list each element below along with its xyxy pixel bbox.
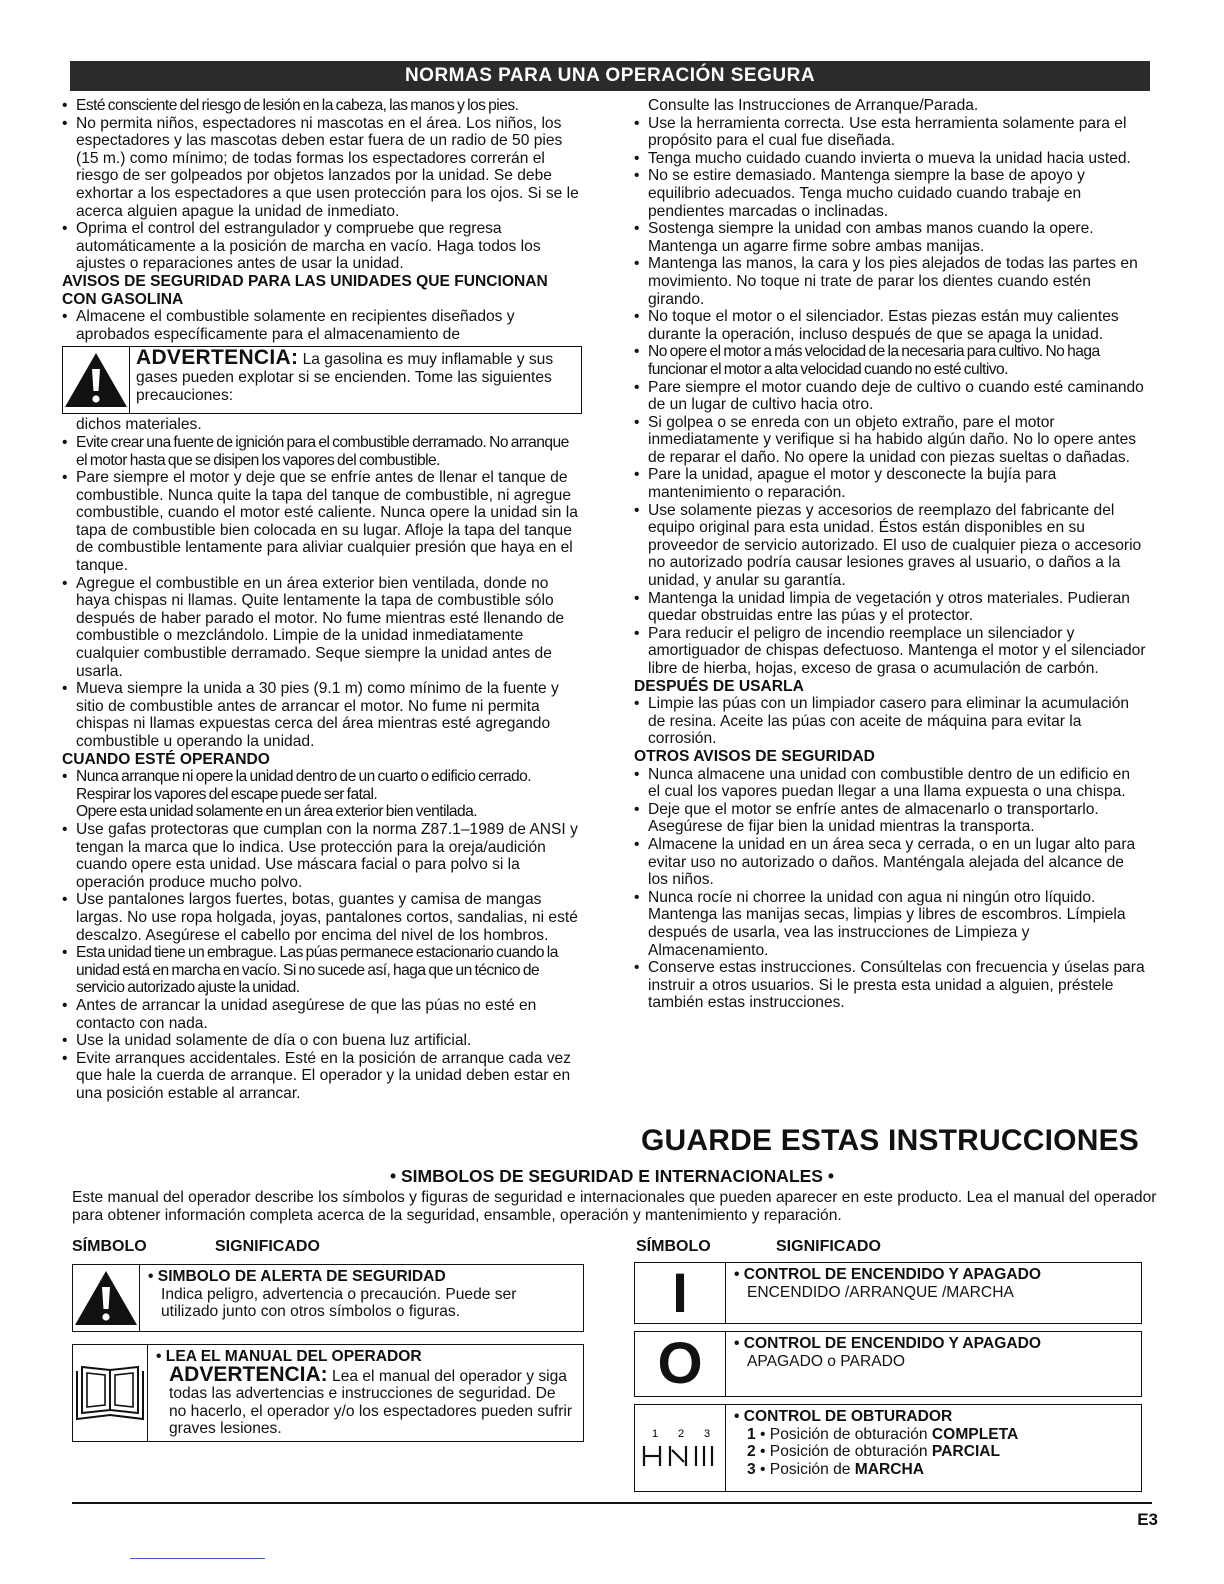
left-column xyxy=(62,97,582,1102)
choke-positions-icon xyxy=(638,1426,722,1470)
choke-lines xyxy=(734,1426,1018,1479)
section-heading-operando: CUANDO ESTÉ OPERANDO xyxy=(62,750,270,768)
section-heading-gasolina: AVISOS DE SEGURIDAD PARA LAS UNIDADES QUE FUNCIONAN CON GASOLINA xyxy=(62,272,548,308)
choke-position-line xyxy=(747,1426,1018,1444)
list-item: • Sostenga siempre la unidad con ambas manos cuando la opere. Mantenga un agarre firme sobre ambas manijas. xyxy=(634,220,1146,255)
list-item: • Agregue el combustible en un área exterior bien ventilada, donde no haya chispas ni llamas. Quite lentamente la tapa de combustible sólo después de haber parado el motor. No fume mientras esté llenando de combustible o mezclándolo. Limpie de la unidad inmediatamente cualquier combustible derramado. Seque siempre la unidad antes de usarla. xyxy=(62,575,582,681)
right-column xyxy=(634,97,1146,1012)
symbol-title: • LEA EL MANUAL DEL OPERADOR xyxy=(156,1348,422,1365)
column-header-symbol: SÍMBOLO xyxy=(72,1238,147,1255)
off-symbol-icon: O xyxy=(657,1331,703,1396)
link-underline xyxy=(130,1558,265,1559)
on-symbol-icon: I xyxy=(672,1261,688,1324)
list-item: • Oprima el control del estrangulador y compruebe que regresa automáticamente a la posición de marcha en vacío. Haga todos los ajustes o reparaciones antes de usar la unidad. xyxy=(62,220,582,273)
list-item: • No permita niños, espectadores ni mascotas en el área. Los niños, los espectadores y las mascotas deben estar fuera de un radio de 50 pies (15 m.) como mínimo; de todas formas los espectadores correrán el riesgo de ser golpeados por objetos lanzados por la unidad. Se debe exhortar a los espectadores a que usen protección para los ojos. Si se le acerca alguien apague la unidad de inmediato. xyxy=(62,115,582,221)
list-item-continuation: Consulte las Instrucciones de Arranque/Parada. xyxy=(648,97,979,114)
list-item: • Mantenga las manos, la cara y los pies alejados de todas las partes en movimiento. No toque ni trate de parar los dientes cuando estén girando. xyxy=(634,255,1146,308)
list-item: • Mueva siempre la unida a 30 pies (9.1 m) como mínimo de la fuente y sitio de combustible antes de arrancar el motor. No fume ni permita chispas ni llamas expuestas cerca del área mientras esté agregando combustible u operando la unidad. xyxy=(62,680,582,750)
meaning-cell xyxy=(140,1265,583,1331)
list-item: • Nunca almacene una unidad con combustible dentro de un edificio en el cual los vapores puedan llegar a una llama expuesta o una chispa. xyxy=(634,766,1146,801)
symbol-cell xyxy=(73,1265,140,1331)
list-item: • Use solamente piezas y accesorios de reemplazo del fabricante del equipo original para esta unidad. Éstos están disponibles en su proveedor de servicio autorizado. El uso de cualquier pieza o accesorio no autorizado podría causar lesiones graves al usuario, o daños a la unidad, y anular su garantía. xyxy=(634,502,1146,590)
choke-position-label: MARCHA xyxy=(854,1460,925,1478)
section-heading-otros: OTROS AVISOS DE SEGURIDAD xyxy=(634,747,875,765)
warning-triangle-icon xyxy=(63,351,129,409)
list-item: • Pare la unidad, apague el motor y desconecte la bujía para mantenimiento o reparación. xyxy=(634,466,1146,501)
list-item: • Deje que el motor se enfríe antes de almacenarlo o transportarlo. Asegúrese de fijar bien la unidad mientras la transporta. xyxy=(634,801,1146,836)
list-item: • Antes de arrancar la unidad asegúrese de que las púas no esté en contacto con nada. xyxy=(62,997,582,1032)
list-item: • Pare siempre el motor cuando deje de cultivo o cuando esté caminando de un lugar de cultivo hacia otro. xyxy=(634,379,1146,414)
choke-position-line xyxy=(747,1461,1018,1479)
list-item: • Para reducir el peligro de incendio reemplace un silenciador y amortiguador de chispas defectuoso. Mantenga el motor y el silenciador libre de hierba, hojas, exceso de grasa o acumulación de carbón. xyxy=(634,625,1146,678)
symbol-description xyxy=(156,1362,575,1438)
symbol-description: APAGADO o PARADO xyxy=(747,1352,906,1370)
choke-position-line xyxy=(747,1443,1018,1461)
list-item: • Evite crear una fuente de ignición para el combustible derramado. No arranque el motor hasta que se disipen los vapores del combustible. xyxy=(62,434,582,469)
warning-body: La gasolina es muy inflamable y sus gases pueden explotar si se encienden. Tome las siguientes precauciones: xyxy=(136,351,554,404)
symbol-description: Indica peligro, advertencia o precaución. Puede ser utilizado junto con otros símbolos o figuras. xyxy=(161,1285,517,1320)
warning-title: ADVERTENCIA: xyxy=(169,1362,328,1386)
choke-position-text: • Posición de xyxy=(755,1460,855,1478)
symbol-title: • CONTROL DE ENCENDIDO Y APAGADO xyxy=(734,1266,1041,1283)
choke-position-label: PARCIAL xyxy=(931,1443,1001,1460)
symbol-title: • SIMBOLO DE ALERTA DE SEGURIDAD xyxy=(148,1268,446,1285)
warning-box xyxy=(62,346,582,414)
save-instructions-heading: GUARDE ESTAS INSTRUCCIONES xyxy=(640,1124,1140,1157)
book-icon xyxy=(73,1363,147,1423)
list-item: • Conserve estas instrucciones. Consúltelas con frecuencia y úselas para instruir a otros usuarios. Si le presta esta unidad a alguien, préstele también estas instrucciones. xyxy=(634,959,1146,1012)
choke-number-1: 1 xyxy=(652,1428,659,1440)
symbol-row-on xyxy=(634,1262,1142,1324)
section-heading-despues: DESPUÉS DE USARLA xyxy=(634,677,804,695)
list-item: • Use la unidad solamente de día o con buena luz artificial. xyxy=(62,1032,582,1050)
list-item: • Use la herramienta correcta. Use esta herramienta solamente para el propósito para el cual fue diseñada. xyxy=(634,115,1146,150)
column-header-meaning: SIGNIFICADO xyxy=(215,1238,320,1255)
warning-triangle-icon xyxy=(73,1269,139,1327)
warning-icon-cell xyxy=(63,347,130,413)
list-item: • Mantenga la unidad limpia de vegetación y otros materiales. Pudieran quedar obstruidas entre las púas y el protector. xyxy=(634,590,1146,625)
symbol-cell xyxy=(635,1263,726,1323)
column-header-meaning: SIGNIFICADO xyxy=(776,1238,881,1255)
symbol-row-manual xyxy=(72,1344,584,1442)
symbols-intro: Este manual del operador describe los símbolos y figuras de seguridad e internacionales que pueden aparecer en este producto. Lea el manual del operador para obtener información completa acerca de la seguridad, ensamble, operación y mantenimiento y reparación. xyxy=(72,1189,1157,1224)
meaning-cell xyxy=(726,1332,1049,1396)
footer-rule xyxy=(72,1502,1152,1504)
symbol-row-off xyxy=(634,1331,1142,1397)
symbol-cell xyxy=(635,1405,726,1491)
list-item: • Tenga mucho cuidado cuando invierta o mueva la unidad hacia usted. xyxy=(634,150,1146,168)
page-number: E3 xyxy=(1137,1510,1158,1529)
column-header-symbol: SÍMBOLO xyxy=(636,1238,711,1255)
symbol-title: • CONTROL DE OBTURADOR xyxy=(734,1408,953,1425)
warning-title: ADVERTENCIA: xyxy=(136,346,299,370)
choke-number-2: 2 xyxy=(678,1428,685,1440)
list-item: • Nunca arranque ni opere la unidad dentro de un cuarto o edificio cerrado. Respirar los vapores del escape puede ser fatal. xyxy=(62,768,582,803)
list-item: • No toque el motor o el silenciador. Estas piezas están muy calientes durante la operación, incluso después de que se apaga la unidad. xyxy=(634,308,1146,343)
list-item: • Si golpea o se enreda con un objeto extraño, pare el motor inmediatamente y verifique si ha habido algún daño. No lo opere antes de reparar el daño. No opere la unidad con piezas sueltas o dañadas. xyxy=(634,414,1146,467)
choke-position-number: 1 xyxy=(747,1425,756,1443)
list-item: • Esté consciente del riesgo de lesión en la cabeza, las manos y los pies. xyxy=(62,97,582,115)
symbol-cell xyxy=(73,1345,148,1441)
list-item: • Pare siempre el motor y deje que se enfríe antes de llenar el tanque de combustible. Nunca quite la tapa del tanque de combustible, ni agregue combustible, cuando el motor esté caliente. Nunca opere la unidad sin la tapa de combustible bien colocada en su lugar. Afloje la tapa del tanque de combustible lentamente para aliviar cualquier presión que haya en el tanque. xyxy=(62,469,582,575)
choke-position-number: 3 xyxy=(747,1460,756,1478)
choke-number-3: 3 xyxy=(704,1428,711,1440)
warning-text xyxy=(130,347,581,413)
list-item: • Use pantalones largos fuertes, botas, guantes y camisa de mangas largas. No use ropa holgada, joyas, pantalones cortos, sandalias, ni esté descalzo. Asegúrese el cabello por encima del nivel de los hombros. xyxy=(62,891,582,944)
list-item: • Use gafas protectoras que cumplan con la norma Z87.1–1989 de ANSI y tengan la marca que lo indica. Use protección para la oreja/audición cuando opere esta unidad. Use máscara facial o para polvo si la operación produce mucho polvo. xyxy=(62,821,582,891)
choke-position-number: 2 xyxy=(747,1443,756,1460)
meaning-cell xyxy=(148,1345,583,1441)
warning-body: Lea el manual del operador y siga todas las advertencias e instrucciones de seguridad. De no hacerlo, el operador y/o los espectadores pueden sufrir graves lesiones. xyxy=(169,1367,573,1437)
symbol-description: ENCENDIDO /ARRANQUE /MARCHA xyxy=(747,1283,1014,1301)
choke-position-label: COMPLETA xyxy=(931,1425,1019,1443)
list-item: • Esta unidad tiene un embrague. Las púas permanece estacionario cuando la unidad está en marcha en vacío. Si no sucede así, haga que un técnico de servicio autorizado ajuste la unidad. xyxy=(62,944,582,997)
meaning-cell xyxy=(726,1263,1049,1323)
list-item-continuation: Opere esta unidad solamente en un área exterior bien ventilada. xyxy=(76,803,478,821)
symbol-row-alert xyxy=(72,1264,584,1332)
list-item: • No se estire demasiado. Mantenga siempre la base de apoyo y equilibrio adecuados. Tenga mucho cuidado cuando trabaje en pendientes marcadas o inclinadas. xyxy=(634,167,1146,220)
list-item-continuation: dichos materiales. xyxy=(76,416,202,434)
list-item: • Nunca rocíe ni chorree la unidad con agua ni ningún otro líquido. Mantenga las manijas secas, limpias y libres de escombros. Límpiela después de usarla, vea las instrucciones de Limpieza y Almacenamiento. xyxy=(634,889,1146,959)
list-item: • Limpie las púas con un limpiador casero para eliminar la acumulación de resina. Aceite las púas con aceite de máquina para evitar la corrosión. xyxy=(634,695,1146,748)
section-banner: NORMAS PARA UNA OPERACIÓN SEGURA xyxy=(70,61,1150,91)
symbol-row-choke xyxy=(634,1404,1142,1492)
list-item: • Almacene la unidad en un área seca y cerrada, o en un lugar alto para evitar uso no autorizado o daños. Manténgala alejada del alcance de los niños. xyxy=(634,836,1146,889)
list-item: • Evite arranques accidentales. Esté en la posición de arranque cada vez que hale la cuerda de arranque. El operador y la unidad deben estar en una posición estable al arrancar. xyxy=(62,1050,582,1103)
choke-position-text: • Posición de obturación xyxy=(755,1443,932,1460)
list-item: • No opere el motor a más velocidad de la necesaria para cultivo. No haga funcionar el motor a alta velocidad cuando no esté cultivo. xyxy=(634,343,1146,378)
symbol-title: • CONTROL DE ENCENDIDO Y APAGADO xyxy=(734,1335,1041,1352)
meaning-cell xyxy=(726,1405,1026,1491)
symbol-cell xyxy=(635,1332,726,1396)
choke-position-text: • Posición de obturación xyxy=(755,1425,932,1443)
list-item: • Almacene el combustible solamente en recipientes diseñados y aprobados específicamente para el almacenamiento de xyxy=(62,308,582,343)
symbols-heading: • SIMBOLOS DE SEGURIDAD E INTERNACIONALES • xyxy=(390,1166,834,1186)
